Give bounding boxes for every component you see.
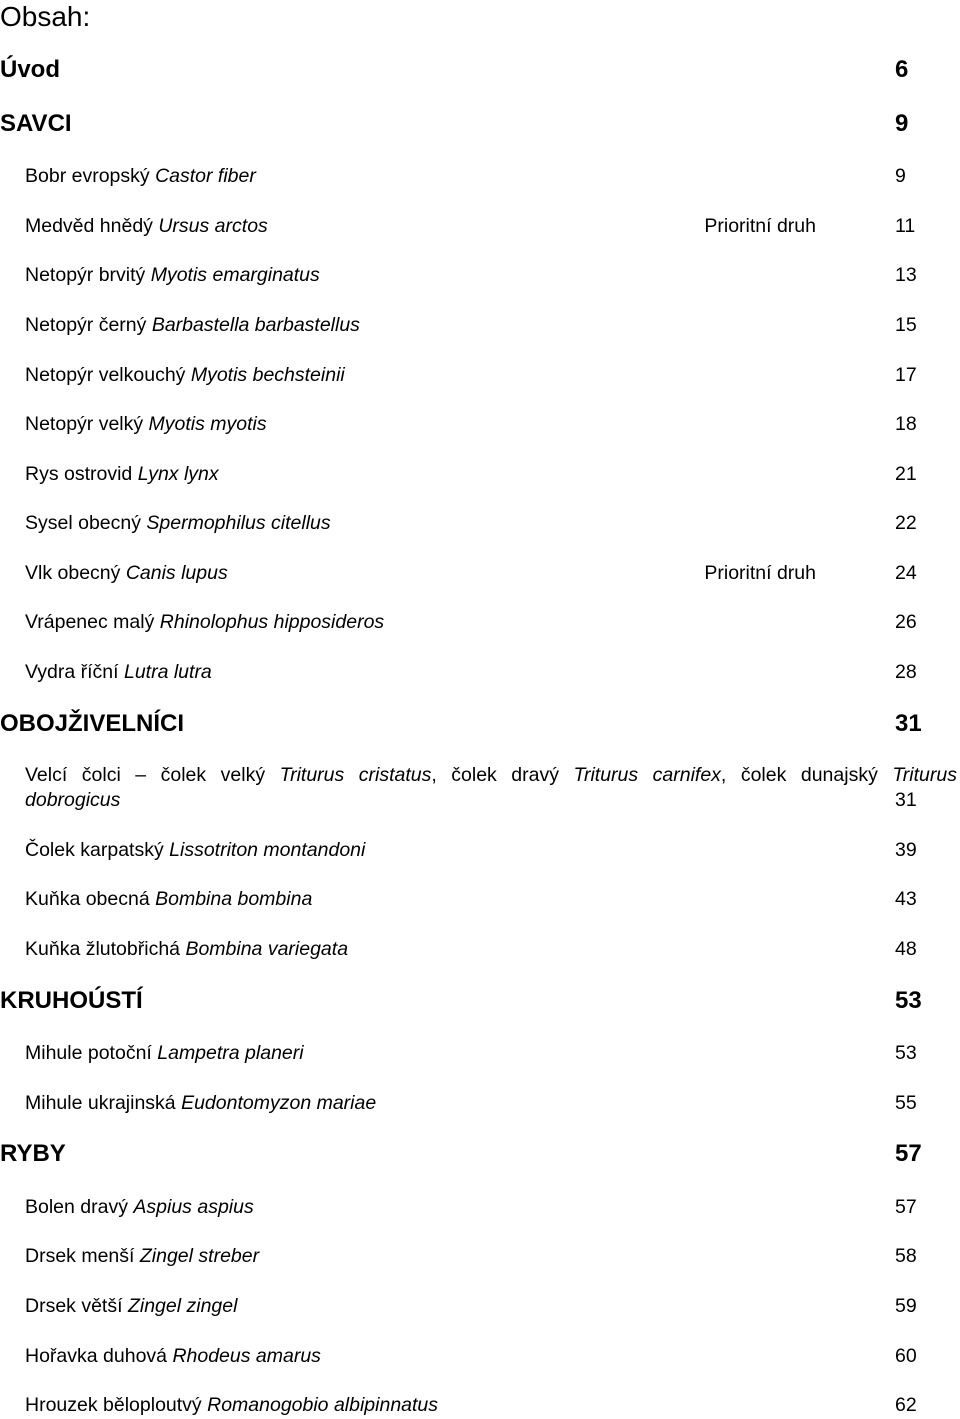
page-number: 24 bbox=[895, 562, 917, 584]
toc-item[interactable] bbox=[0, 261, 960, 289]
toc-item[interactable] bbox=[0, 885, 960, 913]
common-name: Netopýr velký bbox=[25, 413, 144, 435]
toc-section-obojzivelnici[interactable] bbox=[0, 710, 960, 738]
page-number: 17 bbox=[895, 364, 917, 386]
toc-item[interactable] bbox=[0, 1292, 960, 1320]
page-number: 58 bbox=[895, 1245, 917, 1267]
latin-name: Lutra lutra bbox=[123, 661, 212, 683]
section-label: SAVCI bbox=[0, 110, 72, 137]
page-number: 11 bbox=[895, 215, 916, 237]
latin-name: Myotis bechsteinii bbox=[190, 364, 345, 386]
page-number: 43 bbox=[895, 888, 917, 910]
page-number: 26 bbox=[895, 611, 917, 633]
toc-item[interactable] bbox=[0, 410, 960, 438]
page-number: 18 bbox=[895, 413, 917, 435]
page-number: 13 bbox=[895, 264, 917, 286]
latin-name: Aspius aspius bbox=[133, 1196, 254, 1218]
toc-section-savci[interactable] bbox=[0, 110, 960, 138]
page-number: 22 bbox=[895, 512, 917, 534]
common-name: Vlk obecný bbox=[25, 562, 121, 584]
latin-name: Romanogobio albipinnatus bbox=[207, 1394, 439, 1416]
latin-name: Eudontomyzon mariae bbox=[181, 1092, 377, 1114]
common-name: Mihule potoční bbox=[25, 1042, 152, 1064]
latin-name: dobrogicus bbox=[25, 789, 121, 811]
common-name: Drsek menší bbox=[25, 1245, 135, 1267]
page-number: 31 bbox=[895, 789, 917, 811]
latin-name: Rhodeus amarus bbox=[172, 1345, 321, 1367]
latin-name: Rhinolophus hipposideros bbox=[159, 611, 385, 633]
toc-item[interactable] bbox=[0, 311, 960, 339]
latin-name: Triturus carnifex bbox=[573, 764, 721, 786]
section-label: RYBY bbox=[0, 1140, 66, 1167]
page-number: 15 bbox=[895, 314, 917, 336]
latin-name: Castor fiber bbox=[155, 165, 256, 187]
common-name: Bolen dravý bbox=[25, 1196, 128, 1218]
common-name: Hrouzek běloploutvý bbox=[25, 1394, 202, 1416]
toc-item-multiline[interactable] bbox=[25, 763, 957, 813]
toc-section-uvod[interactable] bbox=[0, 56, 960, 84]
common-name: Netopýr černý bbox=[25, 314, 147, 336]
latin-name: Lampetra planeri bbox=[157, 1042, 304, 1064]
common-name: Netopýr velkouchý bbox=[25, 364, 186, 386]
toc-item[interactable] bbox=[0, 1342, 960, 1370]
toc-item[interactable] bbox=[0, 1242, 960, 1270]
section-page: 9 bbox=[895, 110, 909, 137]
text-part: Velcí čolci – čolek velký bbox=[25, 764, 266, 786]
toc-section-kruhousti[interactable] bbox=[0, 987, 960, 1015]
priority-note: Prioritní druh bbox=[704, 215, 816, 237]
page-number: 55 bbox=[895, 1092, 917, 1114]
common-name: Hořavka duhová bbox=[25, 1345, 168, 1367]
latin-name: Lissotriton montandoni bbox=[169, 839, 366, 861]
page-number: 62 bbox=[895, 1394, 917, 1416]
common-name: Vrápenec malý bbox=[25, 611, 155, 633]
section-label: Úvod bbox=[0, 56, 60, 83]
section-page: 31 bbox=[895, 710, 922, 737]
multiline-first-line bbox=[25, 763, 957, 788]
latin-name: Triturus cristatus bbox=[279, 764, 432, 786]
page-number: 48 bbox=[895, 938, 917, 960]
latin-name: Triturus bbox=[892, 764, 957, 786]
latin-name: Lynx lynx bbox=[137, 463, 219, 485]
common-name: Bobr evropský bbox=[25, 165, 150, 187]
latin-name: Zingel zingel bbox=[127, 1295, 238, 1317]
latin-name: Ursus arctos bbox=[158, 215, 268, 237]
latin-name: Bombina variegata bbox=[185, 938, 349, 960]
section-page: 53 bbox=[895, 987, 922, 1014]
common-name: Mihule ukrajinská bbox=[25, 1092, 176, 1114]
toc-item[interactable] bbox=[0, 608, 960, 636]
latin-name: Barbastella barbastellus bbox=[151, 314, 360, 336]
text-part: , čolek dunajský bbox=[720, 764, 878, 786]
page-number: 21 bbox=[895, 463, 917, 485]
latin-name: Myotis emarginatus bbox=[150, 264, 320, 286]
multiline-second-line bbox=[25, 788, 957, 813]
text-part: , čolek dravý bbox=[431, 764, 559, 786]
common-name: Medvěd hnědý bbox=[25, 215, 153, 237]
common-name: Čolek karpatský bbox=[25, 839, 164, 861]
section-page: 57 bbox=[895, 1140, 922, 1167]
toc-item[interactable] bbox=[0, 658, 960, 686]
toc-item[interactable] bbox=[0, 1391, 960, 1419]
page-number: 53 bbox=[895, 1042, 917, 1064]
toc-item[interactable] bbox=[0, 460, 960, 488]
page-title: Obsah: bbox=[0, 1, 91, 32]
latin-name: Canis lupus bbox=[125, 562, 228, 584]
toc-item[interactable] bbox=[0, 162, 960, 190]
toc-item[interactable] bbox=[0, 1089, 960, 1117]
toc-item[interactable] bbox=[0, 509, 960, 537]
toc-item[interactable] bbox=[0, 935, 960, 963]
page-number: 57 bbox=[895, 1196, 917, 1218]
toc-item[interactable] bbox=[0, 1039, 960, 1067]
toc-item[interactable] bbox=[0, 361, 960, 389]
section-page: 6 bbox=[895, 56, 909, 83]
page-number: 9 bbox=[895, 165, 906, 187]
common-name: Drsek větší bbox=[25, 1295, 123, 1317]
toc-item[interactable] bbox=[0, 836, 960, 864]
toc-item[interactable] bbox=[0, 559, 960, 587]
common-name: Rys ostrovid bbox=[25, 463, 133, 485]
common-name: Kuňka obecná bbox=[25, 888, 150, 910]
toc-item[interactable] bbox=[0, 1193, 960, 1221]
page-number: 60 bbox=[895, 1345, 917, 1367]
section-label: KRUHOÚSTÍ bbox=[0, 987, 143, 1014]
latin-name: Bombina bombina bbox=[155, 888, 313, 910]
latin-name: Myotis myotis bbox=[148, 413, 267, 435]
common-name: Kuňka žlutobřichá bbox=[25, 938, 181, 960]
page-number: 59 bbox=[895, 1295, 917, 1317]
latin-name: Spermophilus citellus bbox=[146, 512, 331, 534]
common-name: Netopýr brvitý bbox=[25, 264, 146, 286]
latin-name: Zingel streber bbox=[139, 1245, 260, 1267]
common-name: Sysel obecný bbox=[25, 512, 141, 534]
toc-section-ryby[interactable] bbox=[0, 1140, 960, 1168]
section-label: OBOJŽIVELNÍCI bbox=[0, 710, 185, 737]
page-number: 28 bbox=[895, 661, 917, 683]
priority-note: Prioritní druh bbox=[704, 562, 816, 584]
common-name: Vydra říční bbox=[25, 661, 119, 683]
page-number: 39 bbox=[895, 839, 917, 861]
toc-item[interactable] bbox=[0, 212, 960, 240]
